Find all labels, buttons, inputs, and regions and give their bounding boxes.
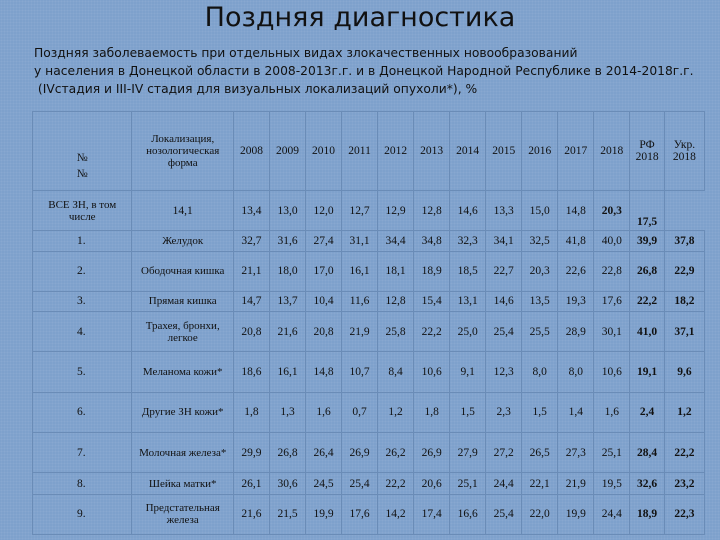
value-cell: 10,4 xyxy=(306,291,342,311)
value-cell: 32,7 xyxy=(233,231,269,251)
value-cell: 16,1 xyxy=(270,352,306,392)
value-cell: 26,2 xyxy=(378,433,414,473)
row-localization: Прямая кишка xyxy=(132,291,234,311)
value-cell: 30,6 xyxy=(270,473,306,494)
subtitle-line-3: (IVстадия и III-IV стадия для визуальных локализаций опухоли*), % xyxy=(34,82,478,96)
value-cell: 24,4 xyxy=(486,473,522,494)
table-row xyxy=(33,251,705,291)
value-ukr: 1,2 xyxy=(664,392,704,432)
slide-title: Поздняя диагностика xyxy=(204,2,516,33)
value-cell: 8,0 xyxy=(522,352,558,392)
table-row xyxy=(33,392,705,432)
value-cell: 12,3 xyxy=(486,352,522,392)
header-year: 2011 xyxy=(342,112,378,191)
table-body xyxy=(33,191,705,535)
row-localization: Другие ЗН кожи* xyxy=(132,392,234,432)
value-cell: 8,0 xyxy=(558,352,594,392)
row-number: 2. xyxy=(33,251,132,291)
value-cell: 16,6 xyxy=(450,494,486,534)
value-cell: 17,4 xyxy=(414,494,450,534)
value-cell: 1,8 xyxy=(233,392,269,432)
subtitle-line-1: Поздняя заболеваемость при отдельных видах злокачественных новообразований xyxy=(34,46,578,60)
value-cell: 1,6 xyxy=(306,392,342,432)
value-cell: 26,8 xyxy=(270,433,306,473)
value-cell: 13,3 xyxy=(486,191,522,231)
value-ukr: 37,8 xyxy=(664,231,704,251)
header-year: 2012 xyxy=(378,112,414,191)
value-cell: 25,1 xyxy=(594,433,630,473)
value-cell: 1,4 xyxy=(558,392,594,432)
value-cell: 21,5 xyxy=(270,494,306,534)
value-ukr: 22,3 xyxy=(664,494,704,534)
row-number: 6. xyxy=(33,392,132,432)
value-cell: 2,3 xyxy=(486,392,522,432)
value-cell: 19,5 xyxy=(594,473,630,494)
value-cell: 20,3 xyxy=(522,251,558,291)
value-rf: 32,6 xyxy=(630,473,665,494)
value-cell: 18,6 xyxy=(233,352,269,392)
value-cell: 26,4 xyxy=(306,433,342,473)
value-cell: 27,3 xyxy=(558,433,594,473)
table-row xyxy=(33,291,705,311)
header-year: 2010 xyxy=(306,112,342,191)
value-cell: 14,7 xyxy=(233,291,269,311)
value-cell: 12,8 xyxy=(414,191,450,231)
value-cell: 12,0 xyxy=(306,191,342,231)
value-cell: 31,6 xyxy=(270,231,306,251)
header-year: 2018 xyxy=(594,112,630,191)
value-cell: 24,4 xyxy=(594,494,630,534)
table-row xyxy=(33,312,705,352)
header-year: 2017 xyxy=(558,112,594,191)
row-localization: Трахея, бронхи, легкое xyxy=(132,312,234,352)
value-cell: 25,4 xyxy=(342,473,378,494)
value-cell: 18,5 xyxy=(450,251,486,291)
value-cell: 18,1 xyxy=(378,251,414,291)
value-ukr: 18,2 xyxy=(664,291,704,311)
value-cell: 1,5 xyxy=(522,392,558,432)
value-cell: 13,7 xyxy=(270,291,306,311)
row-number: 5. xyxy=(33,352,132,392)
value-cell: 10,6 xyxy=(414,352,450,392)
value-cell: 25,4 xyxy=(486,494,522,534)
row-number: 8. xyxy=(33,473,132,494)
value-cell: 22,0 xyxy=(522,494,558,534)
value-cell: 14,1 xyxy=(132,191,234,231)
value-cell: 20,8 xyxy=(306,312,342,352)
value-cell: 34,8 xyxy=(414,231,450,251)
value-cell: 32,5 xyxy=(522,231,558,251)
header-year: 2016 xyxy=(522,112,558,191)
value-cell: 21,1 xyxy=(233,251,269,291)
value-cell: 10,7 xyxy=(342,352,378,392)
value-cell: 21,9 xyxy=(342,312,378,352)
value-ukr: 37,1 xyxy=(664,312,704,352)
value-cell: 31,1 xyxy=(342,231,378,251)
value-cell: 26,9 xyxy=(414,433,450,473)
data-table-container xyxy=(32,111,705,535)
slide-subtitle xyxy=(34,44,718,98)
value-cell: 22,2 xyxy=(378,473,414,494)
table-row xyxy=(33,473,705,494)
value-ukr: 17,5 xyxy=(630,191,665,231)
value-cell: 41,8 xyxy=(558,231,594,251)
header-year: 2009 xyxy=(270,112,306,191)
value-cell: 24,5 xyxy=(306,473,342,494)
value-cell: 9,1 xyxy=(450,352,486,392)
header-localization: Локализация, нозологическая форма xyxy=(132,112,234,191)
table-row xyxy=(33,352,705,392)
value-cell: 14,6 xyxy=(450,191,486,231)
value-cell: 18,9 xyxy=(414,251,450,291)
value-cell: 12,7 xyxy=(342,191,378,231)
value-cell: 14,6 xyxy=(486,291,522,311)
value-cell: 15,0 xyxy=(522,191,558,231)
value-cell: 27,9 xyxy=(450,433,486,473)
header-rf: РФ 2018 xyxy=(630,112,665,191)
value-ukr: 9,6 xyxy=(664,352,704,392)
row-number: 4. xyxy=(33,312,132,352)
value-cell: 19,9 xyxy=(306,494,342,534)
value-cell: 12,9 xyxy=(378,191,414,231)
row-localization: Молочная железа* xyxy=(132,433,234,473)
value-cell: 17,6 xyxy=(594,291,630,311)
header-ukr: Укр. 2018 xyxy=(664,112,704,191)
value-cell: 22,2 xyxy=(414,312,450,352)
value-rf: 2,4 xyxy=(630,392,665,432)
data-table xyxy=(32,111,705,535)
value-cell: 13,4 xyxy=(233,191,269,231)
value-cell: 1,3 xyxy=(270,392,306,432)
value-cell: 21,6 xyxy=(270,312,306,352)
value-cell: 21,9 xyxy=(558,473,594,494)
header-year: 2014 xyxy=(450,112,486,191)
value-ukr: 22,2 xyxy=(664,433,704,473)
value-cell: 20,8 xyxy=(233,312,269,352)
value-cell: 8,4 xyxy=(378,352,414,392)
value-cell: 13,1 xyxy=(450,291,486,311)
row-localization: Желудок xyxy=(132,231,234,251)
value-cell: 25,8 xyxy=(378,312,414,352)
value-cell: 29,9 xyxy=(233,433,269,473)
value-cell: 25,5 xyxy=(522,312,558,352)
value-cell: 17,6 xyxy=(342,494,378,534)
value-rf: 28,4 xyxy=(630,433,665,473)
row-number: 3. xyxy=(33,291,132,311)
value-cell: 14,8 xyxy=(306,352,342,392)
row-number: 1. xyxy=(33,231,132,251)
header-num: № № xyxy=(33,112,132,191)
value-ukr: 23,2 xyxy=(664,473,704,494)
row-localization: Меланома кожи* xyxy=(132,352,234,392)
value-cell: 0,7 xyxy=(342,392,378,432)
row-localization: Ободочная кишка xyxy=(132,251,234,291)
value-ukr: 22,9 xyxy=(664,251,704,291)
header-year: 2008 xyxy=(233,112,269,191)
value-cell: 27,4 xyxy=(306,231,342,251)
value-rf: 18,9 xyxy=(630,494,665,534)
value-cell: 13,5 xyxy=(522,291,558,311)
value-cell: 26,5 xyxy=(522,433,558,473)
value-cell: 30,1 xyxy=(594,312,630,352)
row-number: 9. xyxy=(33,494,132,534)
value-cell: 14,8 xyxy=(558,191,594,231)
table-header-row xyxy=(33,112,705,191)
value-cell: 11,6 xyxy=(342,291,378,311)
value-cell: 15,4 xyxy=(414,291,450,311)
value-cell: 22,8 xyxy=(594,251,630,291)
value-cell: 28,9 xyxy=(558,312,594,352)
value-cell: 21,6 xyxy=(233,494,269,534)
value-cell: 26,9 xyxy=(342,433,378,473)
value-cell: 40,0 xyxy=(594,231,630,251)
table-row xyxy=(33,433,705,473)
value-cell: 20,6 xyxy=(414,473,450,494)
value-rf: 22,2 xyxy=(630,291,665,311)
value-cell: 25,1 xyxy=(450,473,486,494)
value-cell: 22,7 xyxy=(486,251,522,291)
value-cell: 1,5 xyxy=(450,392,486,432)
row-number: 7. xyxy=(33,433,132,473)
value-cell: 12,8 xyxy=(378,291,414,311)
value-cell: 1,2 xyxy=(378,392,414,432)
row-localization: Предстательная железа xyxy=(132,494,234,534)
value-cell: 26,1 xyxy=(233,473,269,494)
value-cell: 22,1 xyxy=(522,473,558,494)
value-cell: 27,2 xyxy=(486,433,522,473)
value-rf: 20,3 xyxy=(594,191,630,231)
value-cell: 1,8 xyxy=(414,392,450,432)
value-cell: 22,6 xyxy=(558,251,594,291)
table-row xyxy=(33,494,705,534)
value-cell: 19,3 xyxy=(558,291,594,311)
header-year: 2013 xyxy=(414,112,450,191)
value-rf: 39,9 xyxy=(630,231,665,251)
value-cell: 19,9 xyxy=(558,494,594,534)
value-cell: 25,4 xyxy=(486,312,522,352)
value-cell: 14,2 xyxy=(378,494,414,534)
table-row xyxy=(33,191,705,231)
subtitle-line-2: у населения в Донецкой области в 2008-2013г.г. и в Донецкой Народной Республике в 2014-2018г.г. xyxy=(34,64,694,78)
row-localization: ВСЕ ЗН, в том числе xyxy=(33,191,132,231)
header-year: 2015 xyxy=(486,112,522,191)
row-localization: Шейка матки* xyxy=(132,473,234,494)
table-row xyxy=(33,231,705,251)
value-rf: 19,1 xyxy=(630,352,665,392)
value-cell: 25,0 xyxy=(450,312,486,352)
value-cell: 32,3 xyxy=(450,231,486,251)
value-rf: 41,0 xyxy=(630,312,665,352)
value-cell: 13,0 xyxy=(270,191,306,231)
value-cell: 16,1 xyxy=(342,251,378,291)
value-cell: 10,6 xyxy=(594,352,630,392)
value-cell: 17,0 xyxy=(306,251,342,291)
value-rf: 26,8 xyxy=(630,251,665,291)
value-cell: 18,0 xyxy=(270,251,306,291)
value-cell: 34,1 xyxy=(486,231,522,251)
value-cell: 34,4 xyxy=(378,231,414,251)
value-cell: 1,6 xyxy=(594,392,630,432)
